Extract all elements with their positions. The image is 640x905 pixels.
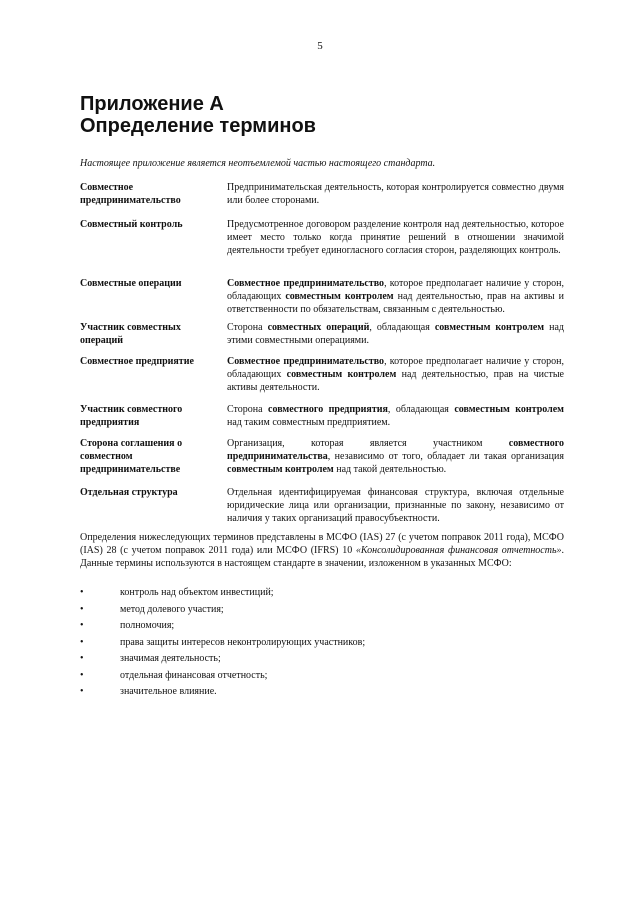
list-item: • значительное влияние. [80, 686, 217, 697]
title-line-2: Определение терминов [80, 115, 316, 137]
standard-title: «Консолидированная финансовая отчетность» [355, 545, 562, 556]
definition-text: Организация, которая является участником совместного предпринимательства, независимо от того, обладает ли такая организация совместным контролем над такой деятельностью. [227, 438, 564, 475]
term-ref: совместного предпринимательства [227, 438, 564, 462]
definition-text: Предпринимательская деятельность, которая контролируется совместно двумя или более сторонами. [227, 182, 564, 206]
term-ref: совместного предприятия [268, 404, 388, 415]
definition-term: Участник совместных операций [80, 322, 181, 346]
page-number: 5 [317, 40, 323, 52]
list-item: • метод долевого участия; [80, 603, 224, 615]
definition-text: Сторона совместного предприятия, обладающая совместным контролем над таким совместным предприятием. [227, 404, 564, 428]
definition-term: Участник совместного предприятия [80, 404, 183, 428]
term-ref: совместным контролем [286, 369, 397, 380]
definition-text: Отдельная идентифицируемая финансовая структура, включая отдельные юридические лица или организации, признанные по закону, независимо от наличия у таких организаций правосубъектности. [227, 487, 564, 524]
term-ref: совместным контролем [285, 291, 394, 302]
definition-text: Предусмотренное договором разделение контроля над деятельностью, которое имеет место только когда принятие решений в отношении значимой деятельности требует единогласного согласия сторон, разделяющих контроль. [227, 219, 564, 256]
definition-term: Совместный контроль [80, 219, 183, 230]
references-paragraph: Определения нижеследующих терминов представлены в МСФО (IAS) 27 (с учетом поправок 2011 года), МСФО (IAS) 28 (с учетом поправок 2011 года) или МСФО (IFRS) 10 «Консолидированная финансовая отчетность». Данные термины используются в настоящем стандарте в значении, изложенном в указанных МСФО: [80, 532, 565, 569]
definition-text: Совместное предпринимательство, которое предполагает наличие у сторон, обладающих совместным контролем над деятельностью, прав на чистые активы деятельности. [227, 356, 564, 393]
intro-text: Настоящее приложение является неотъемлемой частью настоящего стандарта. [80, 158, 436, 169]
list-item: • полномочия; [80, 620, 175, 631]
term-ref: совместным контролем [227, 464, 334, 475]
list-item: • контроль над объектом инвестиций; [80, 587, 274, 598]
bullet-icon: • [80, 653, 84, 664]
definition-text: Сторона совместных операций, обладающая совместным контролем над этими совместными операциями. [227, 322, 564, 346]
bullet-icon: • [80, 587, 84, 598]
list-item: • отдельная финансовая отчетность; [80, 669, 268, 681]
definition-term: Отдельная структура [80, 487, 178, 498]
bullet-icon: • [80, 686, 84, 697]
terms-list [80, 587, 564, 703]
definition-term: Сторона соглашения о совместном предпринимательстве [80, 438, 183, 475]
list-item: • права защиты интересов неконтролирующих участников; [80, 636, 366, 648]
term-ref: совместным контролем [434, 322, 545, 333]
list-item: • значимая деятельность; [80, 653, 221, 664]
page-title [80, 93, 316, 137]
definition-text: Совместное предпринимательство, которое предполагает наличие у сторон, обладающих совместным контролем над деятельностью, прав на активы и ответственности по обязательствам, связанным с деятельностью. [227, 278, 564, 315]
definition-term: Совместное предприятие [80, 356, 194, 367]
bullet-icon: • [80, 636, 84, 648]
title-line-1: Приложение А [80, 93, 224, 115]
definition-term: Совместное предпринимательство [80, 182, 181, 206]
definition-term: Совместные операции [80, 278, 182, 289]
term-ref: совместных операций [267, 322, 370, 333]
bullet-icon: • [80, 603, 84, 615]
bullet-icon: • [80, 620, 84, 631]
term-ref: Совместное предпринимательство [227, 356, 385, 367]
term-ref: Совместное предпринимательство [227, 278, 385, 289]
bullet-icon: • [80, 669, 84, 681]
term-ref: совместным контролем [454, 404, 564, 415]
